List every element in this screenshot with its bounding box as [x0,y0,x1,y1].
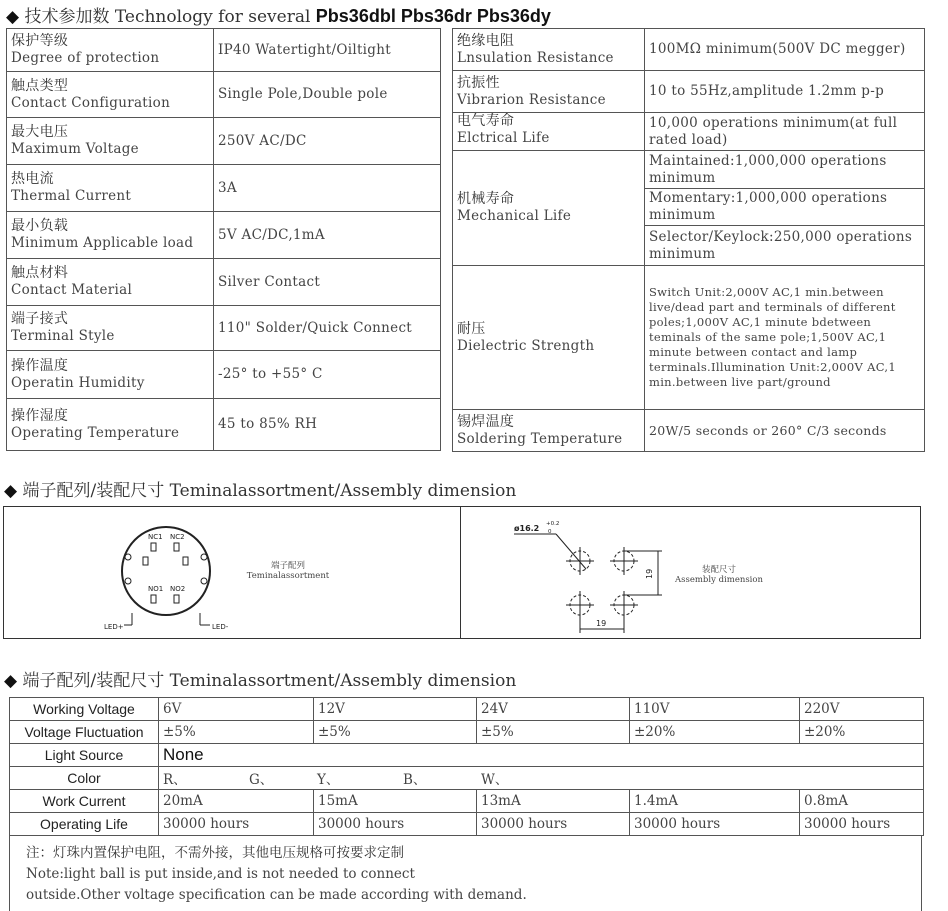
spec-row [7,165,441,212]
no1-label: NO1 [148,585,164,593]
table-cell: 30000 hours [630,813,800,836]
spec-row [7,351,441,399]
spec-label: 保护等级 Degree of protection [7,29,214,72]
spec-header [6,2,551,27]
row-label: Work Current [10,790,159,813]
panel-divider [460,507,461,638]
dim-horizontal-label: 19 [596,619,607,628]
section-heading [4,666,516,691]
section-title: 端子配列/装配尺寸 Teminalassortment/Assembly dimension [22,481,517,501]
spec-row [7,399,441,451]
spec-label: 电气寿命 Elctrical Life [453,113,645,151]
row-label: Voltage Fluctuation [10,721,159,744]
notes-box [9,835,922,911]
note-zh: 注：灯珠内置保护电阻，不需外接，其他电压规格可按要求定制 [26,845,404,861]
nc1-label: NC1 [148,533,163,541]
section-title: 端子配列/装配尺寸 Teminalassortment/Assembly dimension [22,671,517,691]
table-cell: ±20% [630,721,800,744]
spec-title: 技术参加数 Technology for several [24,7,311,27]
table-cell: 220V [800,698,924,721]
spec-label: 触点材料 Contact Material [7,259,214,306]
right-spec-table [452,28,925,452]
terminal-diagram [104,519,244,633]
table-row [10,698,924,721]
table-cell: 6V [159,698,314,721]
led-minus-label: LED- [212,623,229,631]
color-item: R、 [163,772,187,788]
spec-value: Maintained:1,000,000 operations minimum [645,151,925,189]
note-en-line1: Note:light ball is put inside,and is not needed to connect [26,866,415,882]
spec-value: 100MΩ minimum(500V DC megger) [645,29,925,71]
spec-row [453,29,925,71]
spec-value: Selector/Keylock:250,000 operations minimum [645,226,925,266]
spec-row [453,410,925,452]
row-label: Color [10,767,159,790]
spec-value: 250V AC/DC [214,118,441,165]
table-cell: ±5% [477,721,630,744]
spec-value: 5V AC/DC,1mA [214,212,441,259]
terminal-caption: 端子配列 Teminalassortment [246,561,330,581]
row-label: Light Source [10,744,159,767]
nc2-label: NC2 [170,533,185,541]
tol-minus-label: 0 [548,529,552,535]
spec-label: 操作温度 Operatin Humidity [7,351,214,399]
spec-value: Single Pole,Double pole [214,72,441,118]
spec-label: 最小负载 Minimum Applicable load [7,212,214,259]
spec-row [453,71,925,113]
model-numbers: Pbs36dbl Pbs36dr Pbs36dy [315,6,551,26]
spec-label: 耐压 Dielectric Strength [453,266,645,410]
dim-vertical-label: 19 [645,568,654,579]
spec-row [7,212,441,259]
led-plus-label: LED+ [104,623,124,631]
spec-label: 触点类型 Contact Configuration [7,72,214,118]
color-item: G、 [249,772,274,788]
spec-row [453,266,925,410]
spec-value: Switch Unit:2,000V AC,1 min.between live/dead part and terminals of different poles;1,000V AC,1 minute bdetween teminals of the same pole;1,500V AC,1 minute between contact and lamp terminals.Illumination Unit:2,000V AC,1 min.between live part/ground [645,266,925,410]
table-cell: 30000 hours [314,813,477,836]
spec-row [7,118,441,165]
spec-row [7,29,441,72]
section-heading [4,476,516,501]
spec-value: Silver Contact [214,259,441,306]
dimension-panel [3,506,921,639]
spec-value: Momentary:1,000,000 operations minimum [645,189,925,226]
spec-row [7,72,441,118]
table-cell: 1.4mA [630,790,800,813]
spec-row [7,259,441,306]
note-en-line2: outside.Other voltage specification can be made according with demand. [26,887,527,903]
spec-label: 抗振性 Vibrarion Resistance [453,71,645,113]
table-cell: ±5% [314,721,477,744]
table-cell: 15mA [314,790,477,813]
table-row [10,813,924,836]
table-cell: 20mA [159,790,314,813]
spec-value: 10,000 operations minimum(at full rated load) [645,113,925,151]
table-row [10,721,924,744]
left-spec-table [6,28,441,451]
spec-value: IP40 Watertight/Oiltight [214,29,441,72]
spec-label: 锡焊温度 Soldering Temperature [453,410,645,452]
table-row [10,744,924,767]
table-row [10,767,924,790]
table-cell: 110V [630,698,800,721]
table-cell: 12V [314,698,477,721]
table-cell: 24V [477,698,630,721]
assembly-diagram [504,513,674,635]
spec-value: 10 to 55Hz,amplitude 1.2mm p-p [645,71,925,113]
spec-label: 绝缘电阻 Lnsulation Resistance [453,29,645,71]
no2-label: NO2 [170,585,186,593]
spec-value: 20W/5 seconds or 260° C/3 seconds [645,410,925,452]
spec-value: 3A [214,165,441,212]
color-item: B、 [403,772,427,788]
bullet-icon: ◆ [4,671,18,691]
color-cell [159,767,924,790]
color-item: W、 [481,772,509,788]
table-cell: 30000 hours [477,813,630,836]
spec-row [453,151,925,189]
spec-label: 操作湿度 Operating Temperature [7,399,214,451]
diameter-label: ø16.2 [514,524,540,533]
table-cell: ±20% [800,721,924,744]
table-cell: 0.8mA [800,790,924,813]
spec-row [7,306,441,351]
color-item: Y、 [317,772,340,788]
spec-row [453,113,925,151]
table-cell: None [159,744,924,767]
table-cell: 30000 hours [159,813,314,836]
assembly-caption: 装配尺寸 Assembly dimension [674,565,763,585]
spec-label: 端子接式 Terminal Style [7,306,214,351]
spec-label: 最大电压 Maximum Voltage [7,118,214,165]
spec-label: 热电流 Thermal Current [7,165,214,212]
row-label: Operating Life [10,813,159,836]
table-cell: 13mA [477,790,630,813]
bullet-icon: ◆ [4,481,18,501]
spec-value: 45 to 85% RH [214,399,441,451]
table-cell: 30000 hours [800,813,924,836]
row-label: Working Voltage [10,698,159,721]
spec-label: 机械寿命 Mechanical Life [453,151,645,266]
voltage-table [9,697,924,836]
spec-value: -25° to +55° C [214,351,441,399]
table-row [10,790,924,813]
bullet-icon: ◆ [6,7,20,27]
spec-value: 110" Solder/Quick Connect [214,306,441,351]
table-cell: ±5% [159,721,314,744]
tol-plus-label: +0.2 [546,521,560,527]
